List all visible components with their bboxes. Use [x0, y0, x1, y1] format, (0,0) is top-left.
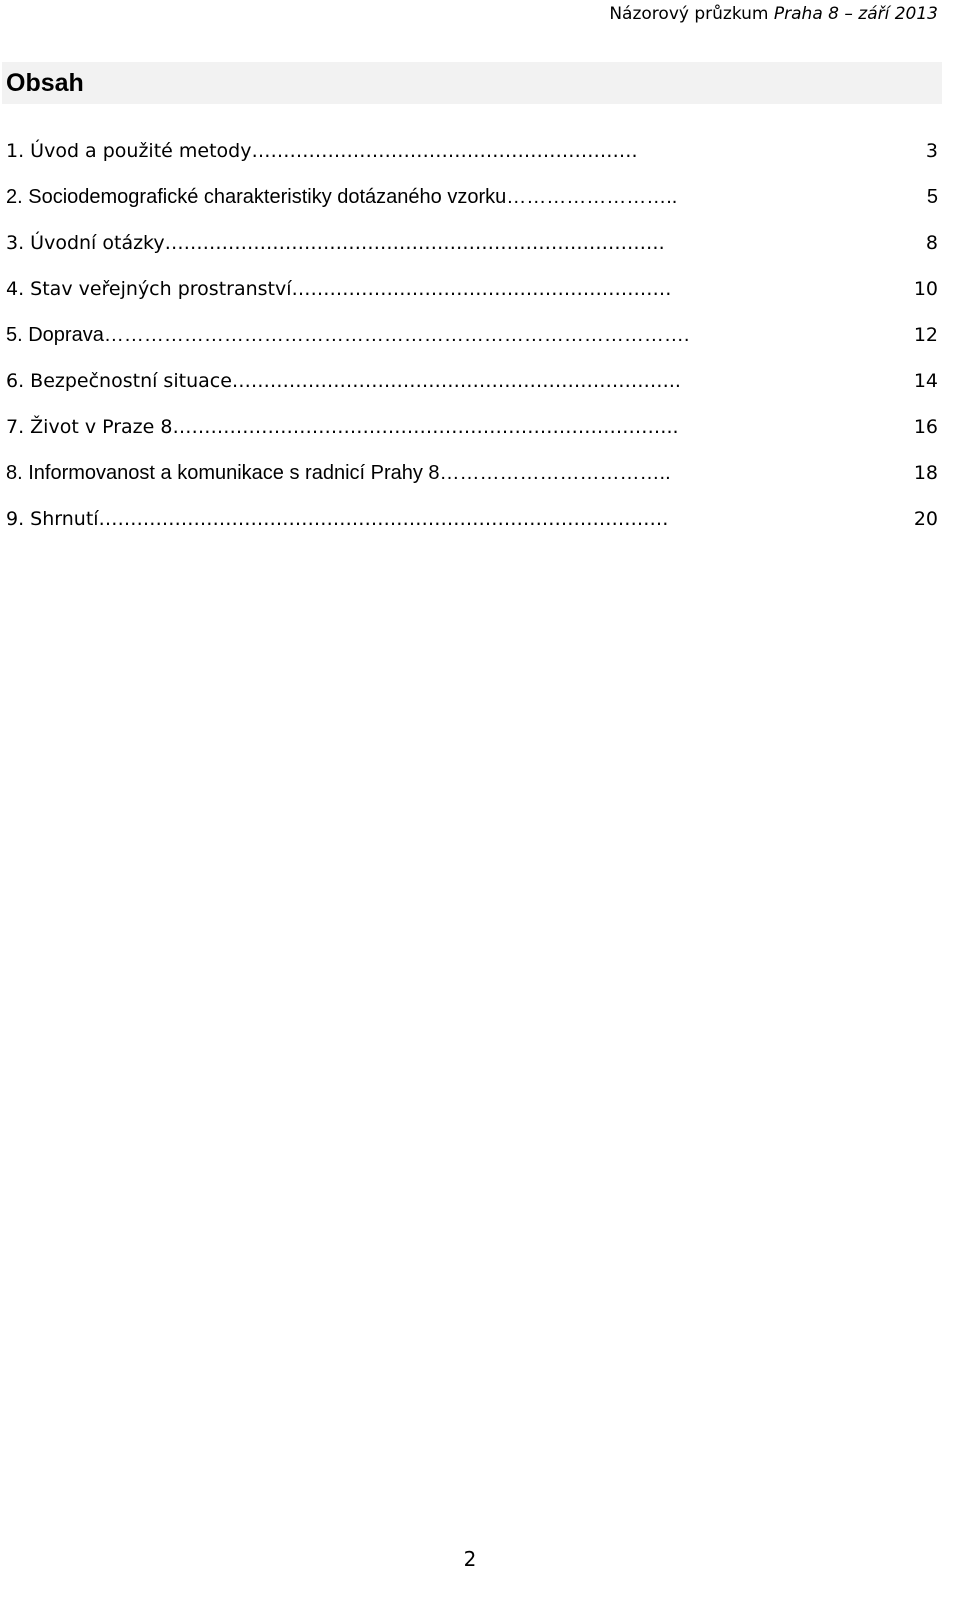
- toc-item-text: 2. Sociodemografické charakteristiky dotázaného vzorku……………………..: [6, 186, 678, 208]
- toc-item-page: 12: [913, 324, 938, 346]
- toc-item-text: 6. Bezpečnostní situace……………………………………………………………..: [6, 370, 681, 392]
- page-number: 2: [463, 1547, 477, 1571]
- toc-item-text: 5. Doprava…………………………………………………………………………….: [6, 324, 690, 346]
- toc-item-2[interactable]: [6, 174, 950, 220]
- toc-item-text: 4. Stav veřejných prostranství……………………………………………………: [6, 278, 672, 300]
- toc-item-page: 16: [913, 416, 938, 438]
- toc-item-page: 10: [913, 278, 938, 300]
- toc-item-text: 9. Shrnutí………………………………………………………………………………: [6, 508, 669, 530]
- toc-item-text: 3. Úvodní otázky…………………………………………………………………….: [6, 232, 665, 254]
- running-header-title: Názorový průzkum: [609, 4, 774, 24]
- table-of-contents: [6, 128, 950, 542]
- toc-item-text: 8. Informovanost a komunikace s radnicí Prahy 8……………………………..: [6, 462, 671, 484]
- toc-item-6[interactable]: [6, 358, 950, 404]
- toc-item-page: 3: [925, 140, 938, 162]
- toc-item-page: 20: [913, 508, 938, 530]
- toc-item-page: 5: [926, 186, 938, 208]
- toc-item-text: 1. Úvod a použité metody…………………………………………………….: [6, 140, 638, 162]
- toc-item-5[interactable]: [6, 312, 950, 358]
- toc-item-7[interactable]: [6, 404, 950, 450]
- toc-item-page: 8: [925, 232, 938, 254]
- toc-item-4[interactable]: [6, 266, 950, 312]
- running-header-subtitle: Praha 8 – září 2013: [773, 4, 938, 24]
- running-header: [609, 0, 938, 28]
- toc-item-page: 18: [913, 462, 938, 484]
- toc-item-text: 7. Život v Praze 8……………………………………………………………………..: [6, 416, 679, 438]
- toc-item-3[interactable]: [6, 220, 950, 266]
- toc-heading-bar: [2, 62, 942, 104]
- toc-item-9[interactable]: [6, 496, 950, 542]
- toc-item-page: 14: [913, 370, 938, 392]
- toc-heading: Obsah: [6, 69, 84, 97]
- toc-item-1[interactable]: [6, 128, 950, 174]
- toc-item-8[interactable]: [6, 450, 950, 496]
